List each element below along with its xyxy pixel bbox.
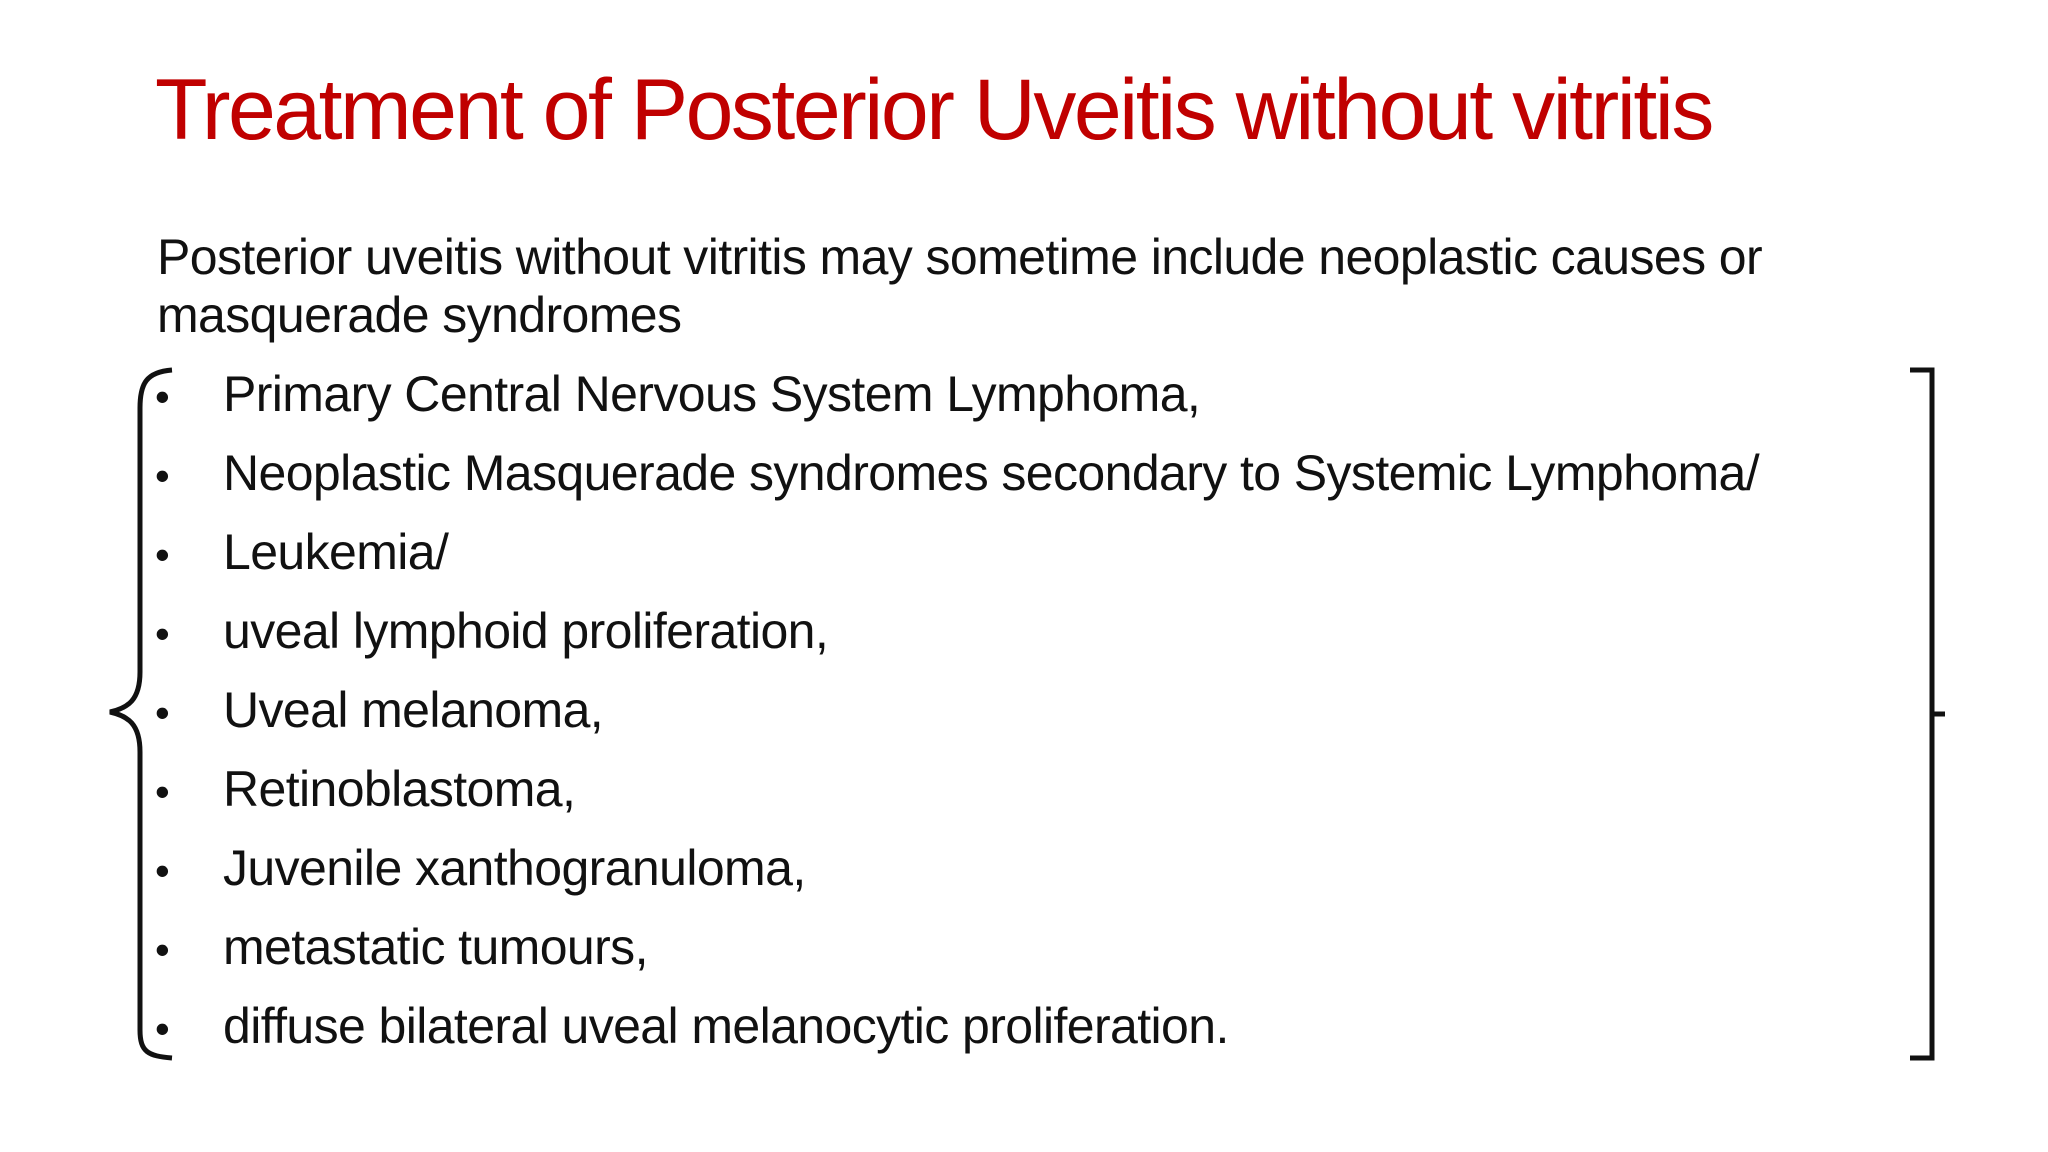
list-item-text: Primary Central Nervous System Lymphoma, bbox=[223, 366, 1201, 422]
list-item-text: diffuse bilateral uveal melanocytic proliferation. bbox=[223, 998, 1229, 1054]
list-item-text: Leukemia/ bbox=[223, 524, 449, 580]
bullet-marker: • bbox=[155, 847, 170, 894]
list-item-text: Juvenile xanthogranuloma, bbox=[223, 840, 806, 896]
slide-title: Treatment of Posterior Uveitis without vitritis bbox=[155, 62, 1712, 158]
intro-paragraph: Posterior uveitis without vitritis may sometime include neoplastic causes or masquerade syndromes bbox=[157, 229, 1763, 343]
list-item bbox=[155, 440, 1759, 506]
list-item-text: metastatic tumours, bbox=[223, 919, 648, 975]
list-item-text: uveal lymphoid proliferation, bbox=[223, 603, 829, 659]
bullet-marker: • bbox=[155, 531, 170, 578]
list-item-text: Retinoblastoma, bbox=[223, 761, 576, 817]
list-item bbox=[155, 519, 448, 585]
bullet-marker: • bbox=[155, 1005, 170, 1052]
list-item bbox=[155, 598, 828, 664]
list-item bbox=[155, 756, 575, 822]
list-item bbox=[155, 361, 1200, 427]
bullet-marker: • bbox=[155, 689, 170, 736]
bullet-marker: • bbox=[155, 452, 170, 499]
bullet-marker: • bbox=[155, 610, 170, 657]
list-item bbox=[155, 835, 806, 901]
list-item-text: Neoplastic Masquerade syndromes secondary to Systemic Lymphoma/ bbox=[223, 445, 1760, 501]
bullet-marker: • bbox=[155, 373, 170, 420]
list-item bbox=[155, 914, 648, 980]
list-item bbox=[155, 677, 603, 743]
bullet-marker: • bbox=[155, 768, 170, 815]
list-item bbox=[155, 993, 1229, 1059]
list-item-text: Uveal melanoma, bbox=[223, 682, 604, 738]
bullet-marker: • bbox=[155, 926, 170, 973]
